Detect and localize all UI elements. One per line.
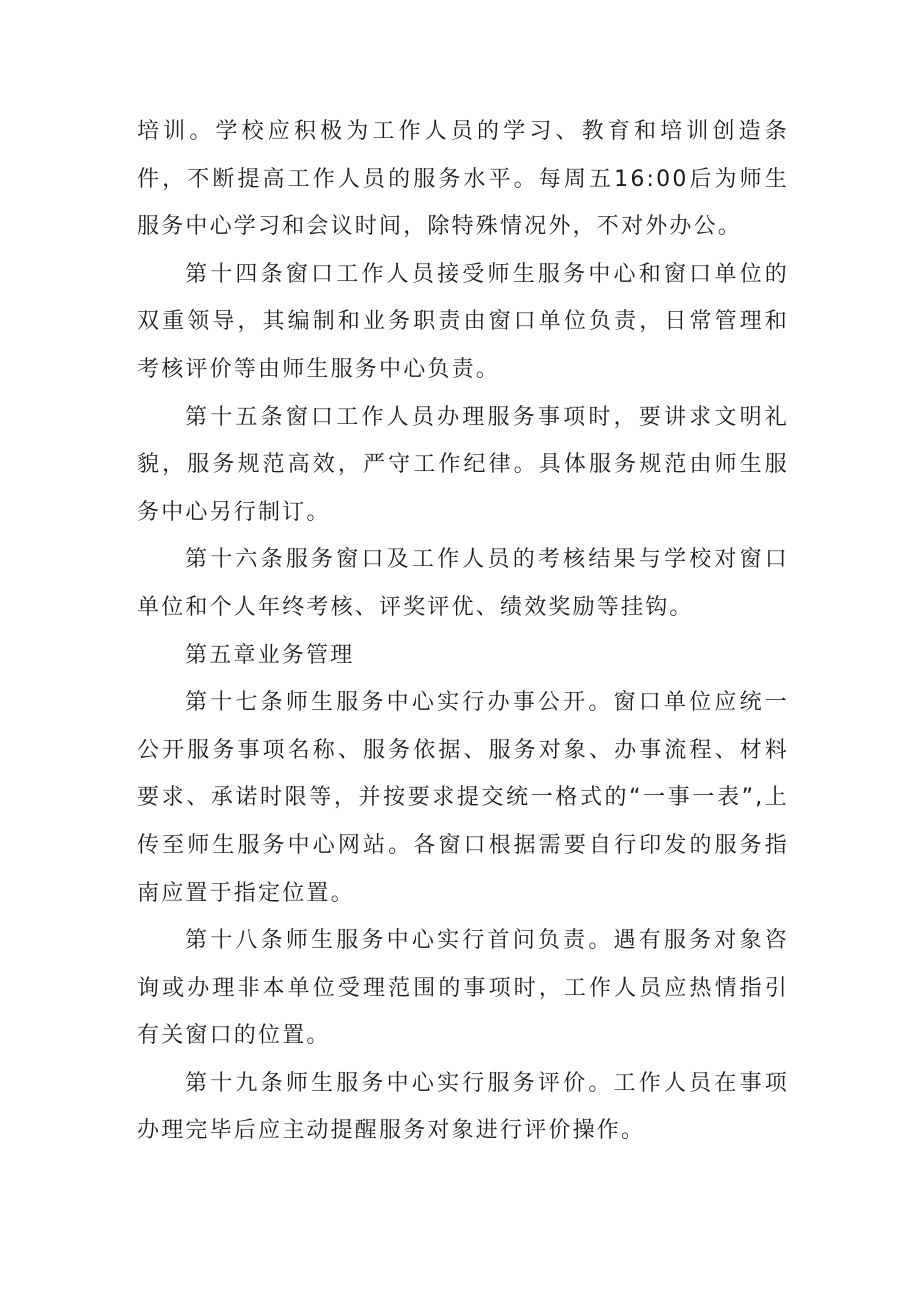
paragraph-article-19: 第十九条师生服务中心实行服务评价。工作人员在事项办理完毕后应主动提醒服务对象进行评价操作。 [137,1070,789,1144]
paragraph-article-16: 第十六条服务窗口及工作人员的考核结果与学校对窗口单位和个人年终考核、评奖评优、绩效奖励等挂钩。 [137,547,789,620]
paragraph-article-18: 第十八条师生服务中心实行首问负责。遇有服务对象咨询或办理非本单位受理范围的事项时，工作人员应热情指引有关窗口的位置。 [137,928,789,1049]
paragraph-article-15: 第十五条窗口工作人员办理服务事项时，要讲求文明礼貌，服务规范高效，严守工作纪律。具体服务规范由师生服务中心另行制订。 [137,404,789,525]
paragraph-article-14: 第十四条窗口工作人员接受师生服务中心和窗口单位的双重领导，其编制和业务职责由窗口单位负责，日常管理和考核评价等由师生服务中心负责。 [137,261,789,382]
chapter-heading: 第五章业务管理 [185,642,355,668]
paragraph-article-17: 第十七条师生服务中心实行办事公开。窗口单位应统一公开服务事项名称、服务依据、服务对象、办事流程、材料要求、承诺时限等，并按要求提交统一格式的“一事一表”,上传至师生服务中心网站。各窗口根据需要自行印发的服务指南应置于指定位置。 [137,690,789,906]
document-body [137,108,789,1155]
paragraph-training-continuation: 培训。学校应积极为工作人员的学习、教育和培训创造条件，不断提高工作人员的服务水平。每周五16:00后为师生服务中心学习和会议时间，除特殊情况外，不对外办公。 [137,119,789,240]
